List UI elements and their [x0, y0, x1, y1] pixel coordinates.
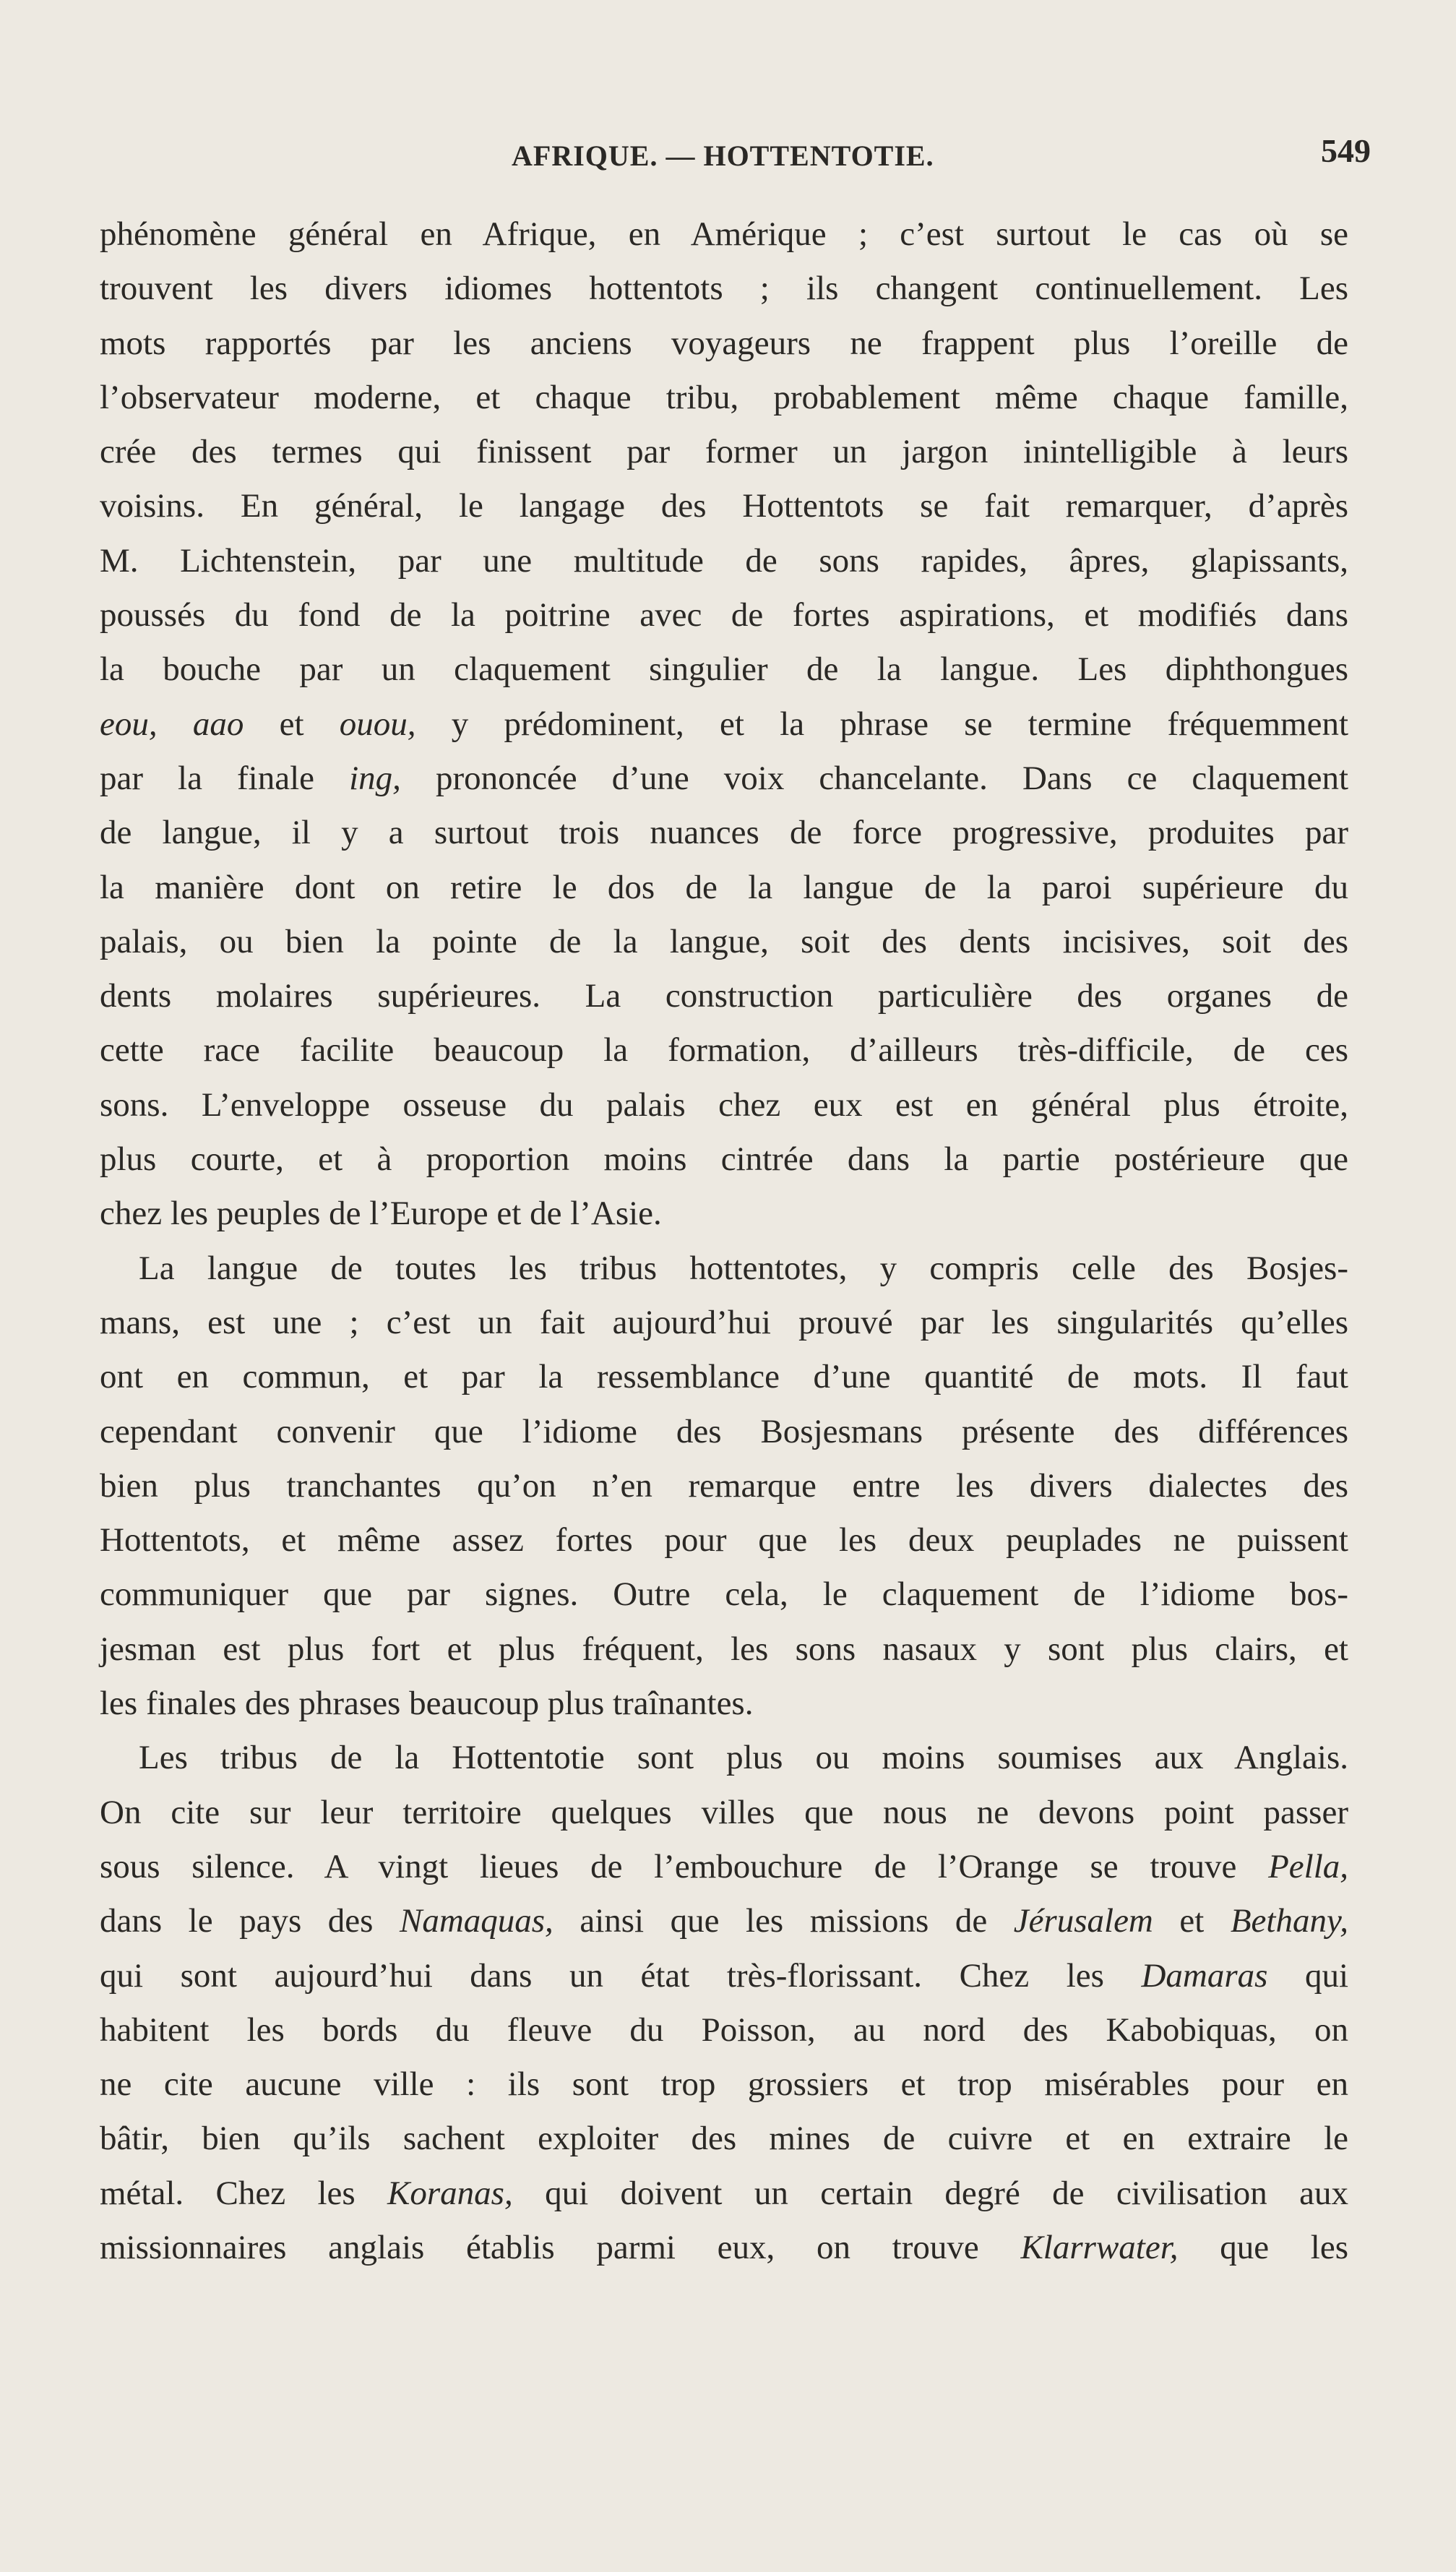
text-line — [100, 479, 1348, 533]
text-segment: mots rapportés par les anciens voyageurs ne frappent plus l’oreille de — [100, 324, 1348, 362]
text-segment: voisins. En général, le langage des Hottentots se fait remarquer, d’après — [100, 487, 1348, 525]
italic-term: Koranas, — [387, 2174, 513, 2212]
text-segment: sous silence. A vingt lieues de l’embouchure de l’Orange se trouve — [100, 1847, 1269, 1885]
text-line — [100, 588, 1348, 642]
text-segment: Les tribus de la Hottentotie sont plus ou moins soumises aux Anglais. — [139, 1739, 1348, 1777]
italic-term: ouou, — [339, 705, 416, 743]
text-segment: cependant convenir que l’idiome des Bosjesmans présente des différences — [100, 1412, 1348, 1450]
text-segment — [158, 705, 193, 743]
text-segment: bâtir, bien qu’ils sachent exploiter des mines de cuivre et en extraire le — [100, 2120, 1348, 2158]
italic-term: Namaquas, — [399, 1902, 553, 1940]
text-line — [100, 2003, 1348, 2057]
text-segment: palais, ou bien la pointe de la langue, soit des dents incisives, soit des — [100, 922, 1348, 960]
text-line — [100, 262, 1348, 316]
text-segment: cette race facilite beaucoup la formation, d’ailleurs très-difficile, de ces — [100, 1031, 1348, 1070]
text-segment: trouvent les divers idiomes hottentots ; ils changent continuellement. Les — [100, 270, 1348, 308]
text-line — [100, 1894, 1348, 1948]
text-segment: les finales des phrases beaucoup plus traînantes. — [100, 1685, 754, 1723]
text-line — [100, 1350, 1348, 1404]
text-line — [100, 915, 1348, 969]
text-segment: poussés du fond de la poitrine avec de fortes aspirations, et modifiés dans — [100, 596, 1348, 635]
text-line — [100, 207, 1348, 262]
text-line — [100, 1023, 1348, 1078]
italic-term: Bethany, — [1230, 1902, 1348, 1940]
text-line — [100, 2112, 1348, 2166]
italic-term: aao — [192, 705, 244, 743]
text-segment: ne cite aucune ville : ils sont trop grossiers et trop misérables pour en — [100, 2065, 1348, 2104]
text-line — [100, 1078, 1348, 1132]
text-segment: qui — [1267, 1956, 1348, 1995]
text-segment: missionnaires anglais établis parmi eux, on trouve — [100, 2228, 1021, 2266]
text-segment: mans, est une ; c’est un fait aujourd’hui prouvé par les singularités qu’elles — [100, 1303, 1348, 1341]
text-segment: l’observateur moderne, et chaque tribu, probablement même chaque famille, — [100, 378, 1348, 416]
text-segment: prononcée d’une voix chancelante. Dans ce claquement — [400, 759, 1348, 797]
text-line — [100, 317, 1348, 371]
italic-term: eou, — [100, 705, 158, 743]
text-segment: dans le pays des — [100, 1902, 400, 1940]
text-line — [100, 1187, 1348, 1241]
text-segment: bien plus tranchantes qu’on n’en remarque entre les divers dialectes des — [100, 1466, 1348, 1505]
text-segment: qui doivent un certain degré de civilisation aux — [512, 2174, 1348, 2212]
text-segment: crée des termes qui finissent par former un jargon inintelligible à leurs — [100, 433, 1348, 471]
text-segment: y prédominent, et la phrase se termine fréquemment — [415, 705, 1349, 743]
text-segment: habitent les bords du fleuve du Poisson, au nord des Kabobiquas, on — [100, 2010, 1348, 2049]
text-segment: et — [1153, 1902, 1231, 1940]
text-line — [100, 697, 1348, 752]
text-line — [100, 2057, 1348, 2112]
text-segment: la bouche par un claquement singulier de la langue. Les diphthongues — [100, 650, 1348, 689]
text-line — [100, 425, 1348, 479]
text-line — [100, 1132, 1348, 1187]
italic-term: Pella, — [1268, 1847, 1348, 1885]
text-line — [100, 752, 1348, 806]
text-line — [100, 1949, 1348, 2003]
running-head: AFRIQUE. — HOTTENTOTIE. — [512, 139, 934, 172]
text-segment: M. Lichtenstein, par une multitude de sons rapides, âpres, glapissants, — [100, 541, 1348, 580]
italic-term: Damaras — [1141, 1956, 1268, 1995]
text-line — [100, 1786, 1348, 1840]
text-line — [100, 861, 1348, 915]
text-segment: métal. Chez les — [100, 2174, 388, 2212]
italic-term: Jérusalem — [1013, 1902, 1153, 1940]
text-line — [100, 1731, 1348, 1785]
text-segment: jesman est plus fort et plus fréquent, les sons nasaux y sont plus clairs, et — [100, 1630, 1348, 1668]
text-segment: La langue de toutes les tribus hottentotes, y compris celle des Bosjes- — [139, 1249, 1348, 1287]
text-line — [100, 806, 1348, 860]
text-line — [100, 969, 1348, 1023]
text-segment: chez les peuples de l’Europe et de l’Asie. — [100, 1195, 662, 1233]
text-segment: la manière dont on retire le dos de la langue de la paroi supérieure du — [100, 868, 1348, 906]
text-line — [100, 1567, 1348, 1622]
text-segment: par la finale — [100, 759, 350, 797]
body-text — [100, 207, 1348, 2275]
text-line — [100, 1677, 1348, 1731]
text-line — [100, 1459, 1348, 1513]
text-line — [100, 2221, 1348, 2275]
text-segment: plus courte, et à proportion moins cintrée dans la partie postérieure que — [100, 1140, 1348, 1179]
text-segment: On cite sur leur territoire quelques villes que nous ne devons point passer — [100, 1793, 1348, 1831]
italic-term: Klarrwater, — [1020, 2228, 1179, 2266]
text-segment: ainsi que les missions de — [553, 1902, 1014, 1940]
text-segment: sons. L’enveloppe osseuse du palais chez eux est en général plus étroite, — [100, 1085, 1348, 1124]
text-line — [100, 1622, 1348, 1677]
text-line — [100, 1840, 1348, 1894]
text-segment: Hottentots, et même assez fortes pour que les deux peuplades ne puissent — [100, 1521, 1348, 1560]
text-line — [100, 642, 1348, 697]
text-line — [100, 371, 1348, 425]
text-line — [100, 1296, 1348, 1350]
text-line — [100, 534, 1348, 588]
text-line — [100, 1242, 1348, 1296]
text-segment: communiquer que par signes. Outre cela, le claquement de l’idiome bos- — [100, 1575, 1348, 1614]
text-segment: dents molaires supérieures. La construction particulière des organes de — [100, 977, 1348, 1015]
text-segment: que les — [1178, 2228, 1348, 2266]
text-line — [100, 1513, 1348, 1567]
italic-term: ing, — [349, 759, 401, 797]
text-segment: phénomène général en Afrique, en Amérique ; c’est surtout le cas où se — [100, 215, 1348, 253]
text-segment: ont en commun, et par la ressemblance d’une quantité de mots. Il faut — [100, 1358, 1348, 1396]
text-segment: qui sont aujourd’hui dans un état très-florissant. Chez les — [100, 1956, 1142, 1995]
text-line — [100, 1405, 1348, 1459]
page-number: 549 — [1321, 132, 1371, 169]
text-line — [100, 2167, 1348, 2221]
text-segment: et — [244, 705, 340, 743]
text-segment: de langue, il y a surtout trois nuances de force progressive, produites par — [100, 814, 1348, 852]
